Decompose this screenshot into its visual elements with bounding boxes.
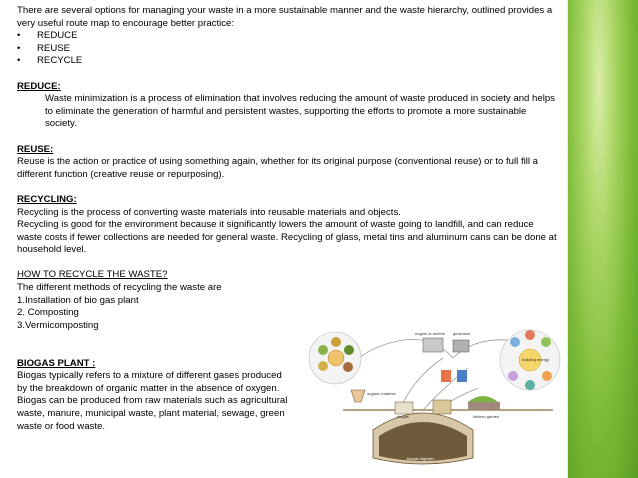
engine-icon <box>423 338 443 352</box>
reduce-body <box>17 93 557 131</box>
decorative-green-bar <box>567 0 638 478</box>
engine-label: engine or turbine <box>415 331 446 336</box>
reduce-heading: REDUCE: <box>17 80 61 92</box>
bullet-dot: • <box>17 55 21 67</box>
method-item: 3.Vermicomposting <box>17 319 99 331</box>
biogas-line: Biogas typically refers to a mixture of different gases produced <box>17 370 282 382</box>
food-waste-icon <box>343 362 353 372</box>
garden-plants-icon <box>468 396 498 402</box>
heating-label: building energy <box>522 357 550 362</box>
recycling-line1: Recycling is the process of converting waste materials into reusable materials and objects. <box>17 206 401 218</box>
tractor-icon <box>541 337 551 347</box>
reuse-heading: REUSE: <box>17 143 54 155</box>
garden-label: kitchen garden <box>473 414 500 419</box>
house-icon <box>508 371 518 381</box>
method-item: 1.Installation of bio gas plant <box>17 294 139 306</box>
bullet-item <box>17 43 557 56</box>
biogas-label: biogas <box>397 414 409 419</box>
gas-cylinder-icon <box>441 370 451 382</box>
water-heater-icon <box>457 370 467 382</box>
biogas-line: waste or food waste. <box>17 420 105 432</box>
biogas-diagram-svg <box>303 318 565 474</box>
biogas-plant-diagram <box>303 318 565 474</box>
leaf-icon <box>344 345 354 355</box>
biogas-heading: BIOGAS PLANT : <box>17 357 96 369</box>
organic-label: organic material <box>367 391 396 396</box>
inlet-funnel-icon <box>351 390 365 402</box>
recycling-heading: RECYCLING: <box>17 193 77 205</box>
reuse-body: Reuse is the action or practice of using something again, whether for its original purpose (conventional reuse) or to full fill a different function (creative reuse or repurposing). <box>17 156 539 180</box>
outlet-chamber <box>433 400 451 414</box>
recycling-line2: Recycling is good for the environment because it significantly lowers the amount of waste going to landfill, and can reduce waste costs if fewer collections are needed for general waste. Recycling of glass, metal tins and aluminum cans can be done at household level. <box>17 219 557 256</box>
biogas-line: waste, manure, municipal waste, plant material, sewage, green <box>17 408 285 419</box>
method-item: 2. Composting <box>17 307 79 319</box>
bullet-item <box>17 30 557 43</box>
bullet-dot: • <box>17 30 21 42</box>
bullet-label: REDUCE <box>37 30 78 42</box>
plant-icon <box>318 345 328 355</box>
how-heading: HOW TO RECYCLE THE WASTE? <box>17 269 168 281</box>
garden-soil <box>468 402 500 410</box>
bullet-dot: • <box>17 42 21 54</box>
bullet-label: REUSE <box>37 42 71 54</box>
heater-icon <box>542 371 552 381</box>
intro-text: There are several options for managing your waste in a more sustainable manner and the waste hierarchy, outlined provides a very useful route map to encourage better practice: <box>17 5 553 29</box>
how-intro: The different methods of recycling the waste are <box>17 282 222 294</box>
stove-icon <box>525 330 535 340</box>
manure-icon <box>331 337 341 347</box>
reduce-body-text: Waste minimization is a process of elimination that involves reducing the amount of waste produced in society and helps to eliminate the generation of harmful and persistent wastes, supporting the efforts to promote a more sustainable society. <box>45 93 555 130</box>
digester-label: biogas digester <box>407 456 435 461</box>
waste-center-icon <box>328 350 344 366</box>
generator-label: generator <box>453 331 471 336</box>
grain-icon <box>318 361 328 371</box>
biogas-line: Biogas can be produced from raw materials such as agricultural <box>17 395 288 407</box>
biogas-outlet-box <box>395 402 413 414</box>
bullet-item <box>17 55 557 68</box>
biogas-line: by the breakdown of organic matter in the absence of oxygen. <box>17 382 280 394</box>
bullet-label: RECYCLE <box>37 55 83 67</box>
generator-icon <box>453 340 469 352</box>
biogas-body <box>17 370 297 433</box>
light-icon <box>510 337 520 347</box>
vehicle-icon <box>525 380 535 390</box>
